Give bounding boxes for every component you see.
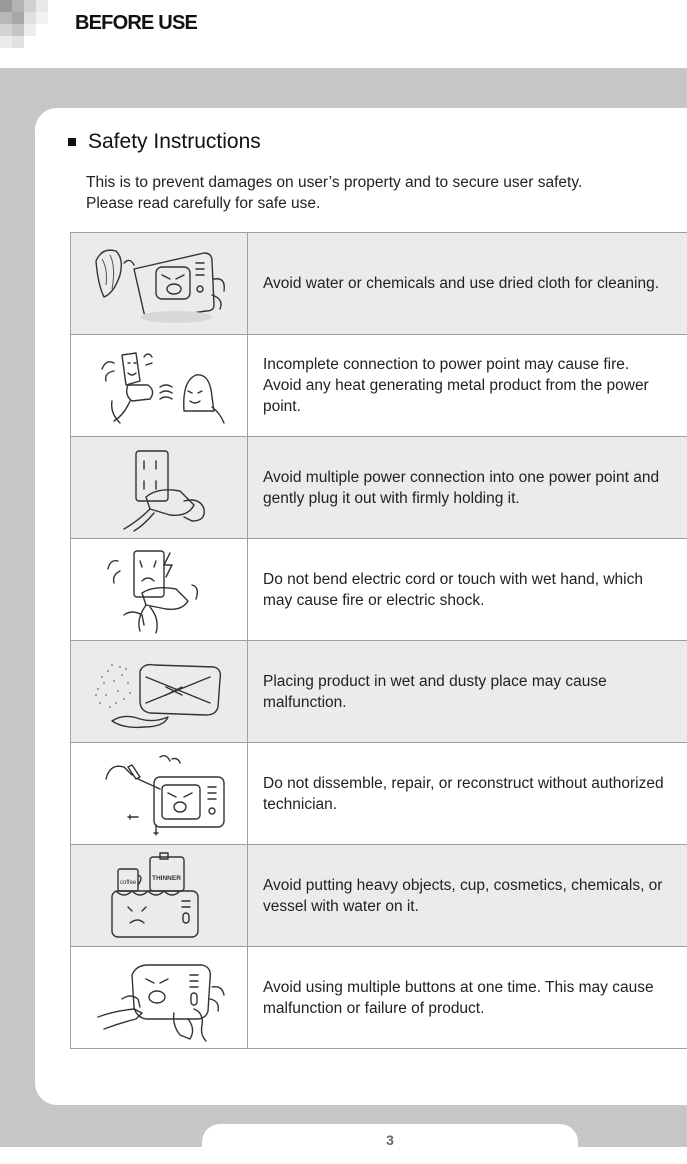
adapter-heat-illustration-icon — [84, 341, 234, 431]
header-title: BEFORE USE — [75, 12, 198, 34]
wet-dusty-illustration-icon — [84, 647, 234, 737]
page-number: 3 — [386, 1132, 394, 1148]
cup-label: coffee — [120, 879, 137, 886]
intro-text — [86, 172, 582, 214]
table-row — [70, 845, 687, 947]
instruction-line: Avoid any heat generating metal product from the power — [263, 377, 649, 394]
safety-table — [70, 232, 687, 1049]
screwdriver-repair-illustration-icon — [84, 749, 234, 839]
intro-line: Please read carefully for safe use. — [86, 195, 321, 212]
instruction-line: may cause fire or electric shock. — [263, 591, 485, 609]
table-row — [70, 539, 687, 641]
instruction-text — [248, 233, 687, 334]
section-title-text: Safety Instructions — [88, 130, 261, 153]
instruction-text — [248, 743, 687, 844]
plug-outlet-illustration-icon — [84, 443, 234, 533]
instruction-line: Avoid putting heavy objects, cup, cosmetics, chemicals, or — [263, 876, 663, 894]
instruction-text — [248, 845, 687, 946]
instruction-text — [248, 641, 687, 742]
instruction-line: malfunction. — [263, 693, 347, 711]
table-row — [70, 641, 687, 743]
instruction-text — [248, 335, 687, 436]
instruction-line: Avoid water or chemicals and use dried cloth for cleaning. — [263, 275, 660, 292]
intro-line: This is to prevent damages on user’s property and to secure user safety. — [86, 174, 583, 191]
instruction-line: Do not dissemble, repair, or reconstruct without authorized — [263, 774, 664, 792]
table-row — [70, 947, 687, 1049]
header-mosaic-decoration — [0, 0, 48, 48]
instruction-text — [248, 539, 687, 640]
instruction-line: Do not bend electric cord or touch with wet hand, which — [263, 570, 643, 588]
table-row — [70, 233, 687, 335]
instruction-text — [248, 947, 687, 1048]
instruction-line: Avoid multiple power connection into one power point and — [263, 468, 660, 486]
electric-shock-illustration-icon — [84, 545, 234, 635]
instruction-line: vessel with water on it. — [263, 897, 419, 915]
instruction-text — [248, 437, 687, 538]
instruction-line: Avoid using multiple buttons at one time. This may cause — [263, 978, 654, 996]
instruction-line: point. — [263, 398, 301, 415]
bottle-label: THINNER — [152, 874, 181, 882]
cleaning-cloth-illustration-icon — [84, 239, 234, 329]
instruction-line: Placing product in wet and dusty place may cause — [263, 672, 607, 690]
table-row — [70, 335, 687, 437]
table-row — [70, 743, 687, 845]
instruction-line: malfunction or failure of product. — [263, 999, 485, 1017]
heavy-objects-illustration-icon — [84, 851, 234, 941]
multiple-buttons-illustration-icon — [84, 953, 234, 1043]
instruction-line: Incomplete connection to power point may cause fire. — [263, 356, 630, 373]
table-row — [70, 437, 687, 539]
instruction-line: gently plug it out with firmly holding it. — [263, 489, 520, 507]
section-title — [68, 130, 261, 154]
footer-tab — [202, 1124, 578, 1164]
instruction-line: technician. — [263, 795, 338, 813]
bullet-square-icon — [68, 138, 76, 146]
